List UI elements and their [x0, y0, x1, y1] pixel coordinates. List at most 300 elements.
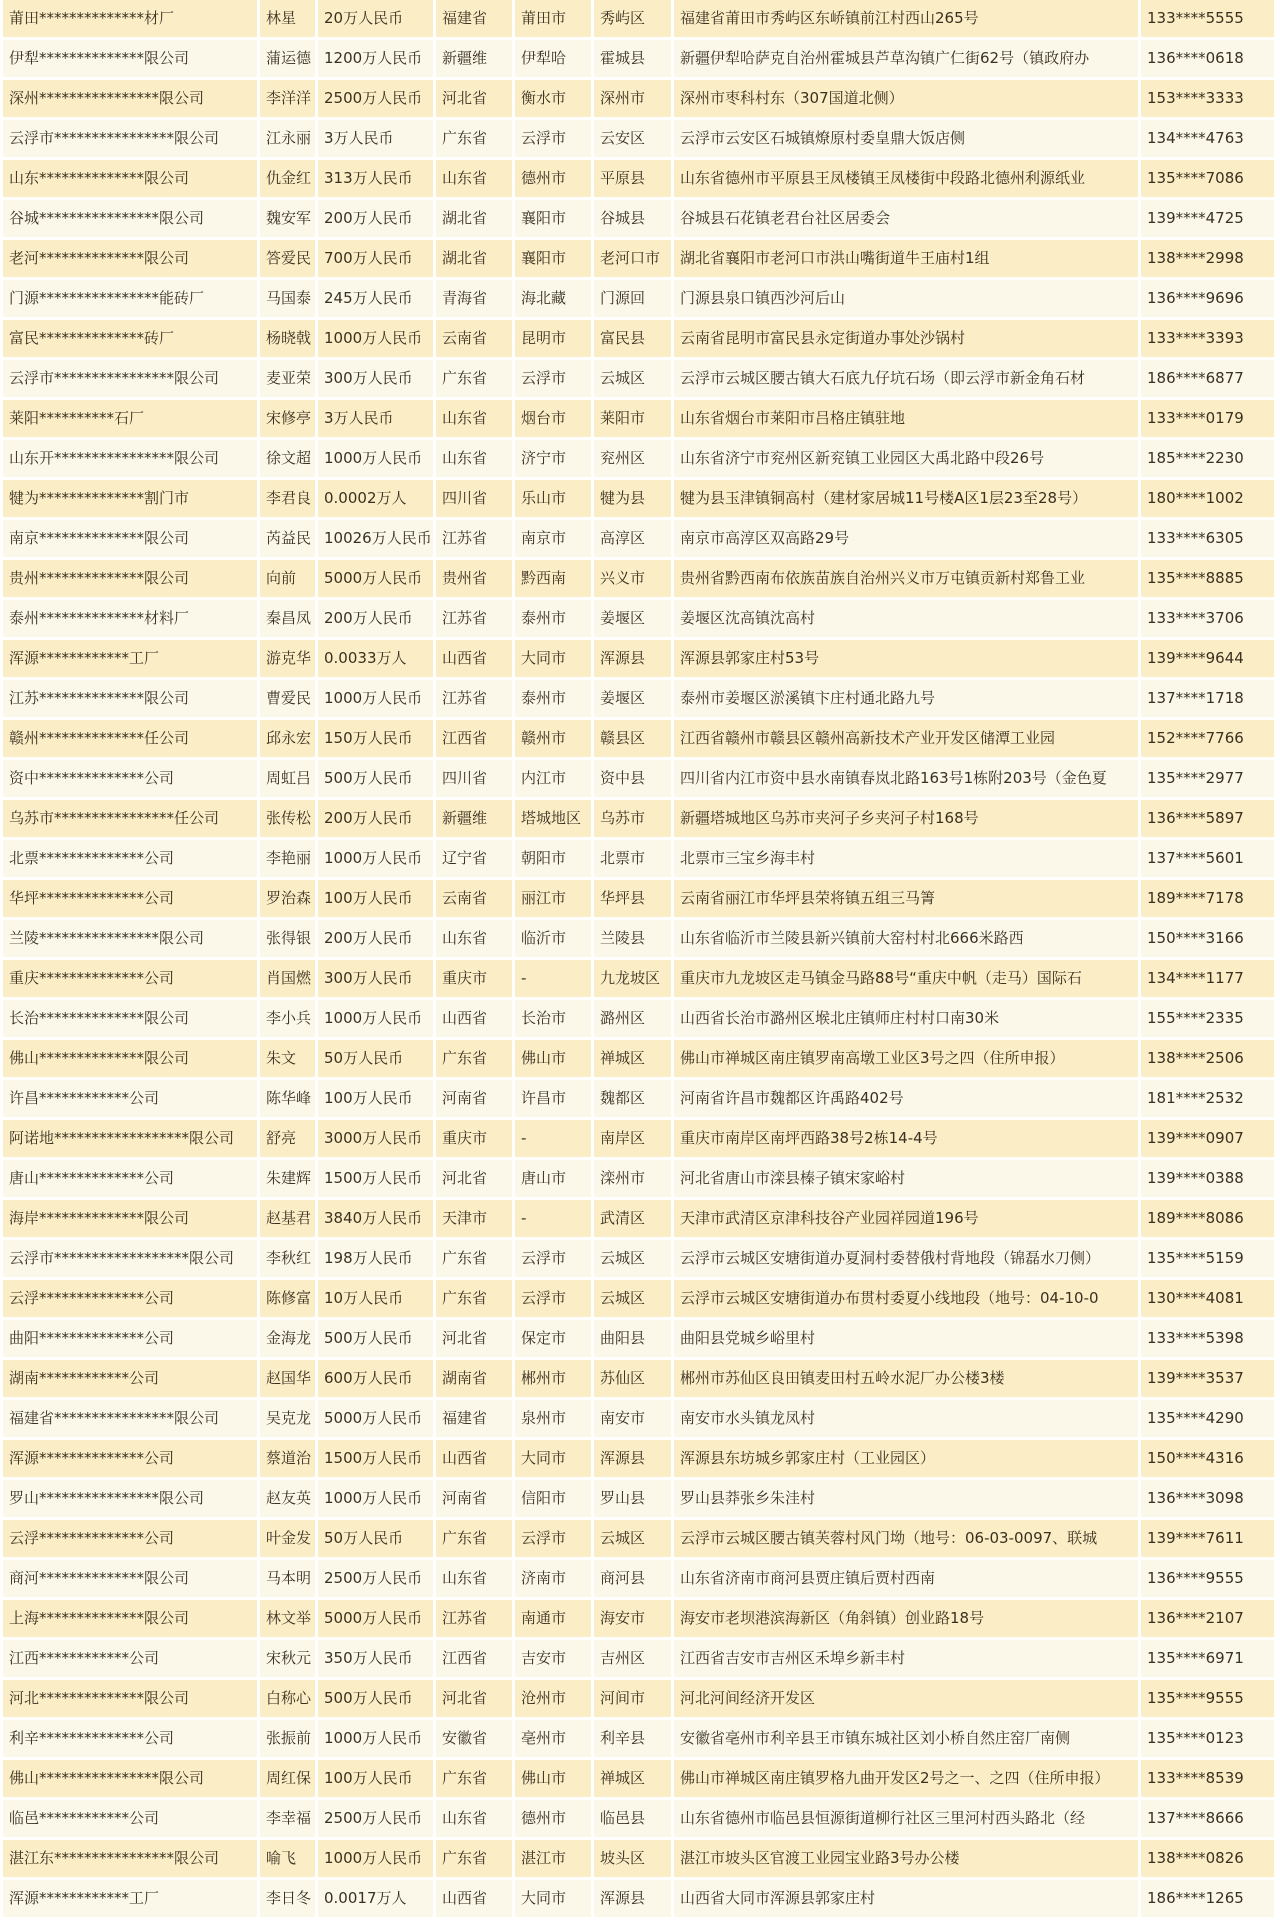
table-row: [3, 320, 1277, 360]
city-cell: 湛江市: [515, 1840, 594, 1880]
province-cell: 山西省: [436, 640, 515, 680]
city-cell: 亳州市: [515, 1720, 594, 1760]
phone-cell: 139****0907: [1141, 1120, 1277, 1160]
company-name-cell: 云浮市****************限公司: [3, 120, 260, 160]
address-cell: 贵州省黔西南布依族苗族自治州兴义市万屯镇贡新村郑鲁工业: [674, 560, 1141, 600]
legal-person-cell: 李日冬: [260, 1880, 318, 1920]
province-cell: 湖北省: [436, 200, 515, 240]
district-cell: 云安区: [594, 120, 674, 160]
table-row: [3, 1480, 1277, 1520]
table-row: [3, 1240, 1277, 1280]
registered-capital-cell: 5000万人民币: [318, 560, 436, 600]
registered-capital-cell: 200万人民币: [318, 800, 436, 840]
legal-person-cell: 宋修亭: [260, 400, 318, 440]
legal-person-cell: 蔡道治: [260, 1440, 318, 1480]
province-cell: 广东省: [436, 1760, 515, 1800]
legal-person-cell: 魏安军: [260, 200, 318, 240]
company-name-cell: 湛江东****************限公司: [3, 1840, 260, 1880]
city-cell: 海北藏: [515, 280, 594, 320]
address-cell: 佛山市禅城区南庄镇罗南高墩工业区3号之四（住所申报）: [674, 1040, 1141, 1080]
address-cell: 重庆市南岸区南坪西路38号2栋14-4号: [674, 1120, 1141, 1160]
phone-cell: 155****2335: [1141, 1000, 1277, 1040]
company-name-cell: 云浮市******************限公司: [3, 1240, 260, 1280]
table-row: [3, 840, 1277, 880]
city-cell: 云浮市: [515, 1240, 594, 1280]
district-cell: 莱阳市: [594, 400, 674, 440]
address-cell: 泰州市姜堰区淤溪镇卞庄村通北路九号: [674, 680, 1141, 720]
company-name-cell: 伊犁**************限公司: [3, 40, 260, 80]
province-cell: 福建省: [436, 0, 515, 40]
phone-cell: 150****4316: [1141, 1440, 1277, 1480]
registered-capital-cell: 0.0033万人: [318, 640, 436, 680]
district-cell: 九龙坡区: [594, 960, 674, 1000]
city-cell: 许昌市: [515, 1080, 594, 1120]
district-cell: 云城区: [594, 1280, 674, 1320]
company-name-cell: 上海**************限公司: [3, 1600, 260, 1640]
phone-cell: 138****0826: [1141, 1840, 1277, 1880]
company-name-cell: 重庆**************公司: [3, 960, 260, 1000]
province-cell: 山西省: [436, 1000, 515, 1040]
address-cell: 湛江市坡头区官渡工业园宝业路3号办公楼: [674, 1840, 1141, 1880]
registered-capital-cell: 3840万人民币: [318, 1200, 436, 1240]
address-cell: 山西省长治市潞州区堠北庄镇师庄村村口南30米: [674, 1000, 1141, 1040]
city-cell: 唐山市: [515, 1160, 594, 1200]
province-cell: 河北省: [436, 1160, 515, 1200]
table-row: [3, 600, 1277, 640]
table-row: [3, 1760, 1277, 1800]
table-row: [3, 1360, 1277, 1400]
phone-cell: 185****2230: [1141, 440, 1277, 480]
address-cell: 南京市高淳区双高路29号: [674, 520, 1141, 560]
company-name-cell: 门源****************能砖厂: [3, 280, 260, 320]
company-name-cell: 山东开****************限公司: [3, 440, 260, 480]
table-row: [3, 640, 1277, 680]
city-cell: 云浮市: [515, 360, 594, 400]
registered-capital-cell: 100万人民币: [318, 1760, 436, 1800]
table-row: [3, 560, 1277, 600]
company-name-cell: 唐山**************公司: [3, 1160, 260, 1200]
company-name-cell: 阿诺地******************限公司: [3, 1120, 260, 1160]
address-cell: 佛山市禅城区南庄镇罗格九曲开发区2号之一、之四（住所申报）: [674, 1760, 1141, 1800]
address-cell: 罗山县莽张乡朱洼村: [674, 1480, 1141, 1520]
legal-person-cell: 赵国华: [260, 1360, 318, 1400]
phone-cell: 189****7178: [1141, 880, 1277, 920]
table-row: [3, 1840, 1277, 1880]
province-cell: 河北省: [436, 1680, 515, 1720]
legal-person-cell: 张得银: [260, 920, 318, 960]
province-cell: 江苏省: [436, 600, 515, 640]
legal-person-cell: 答爱民: [260, 240, 318, 280]
legal-person-cell: 李君良: [260, 480, 318, 520]
address-cell: 浑源县东坊城乡郭家庄村（工业园区）: [674, 1440, 1141, 1480]
phone-cell: 152****7766: [1141, 720, 1277, 760]
phone-cell: 186****6877: [1141, 360, 1277, 400]
registered-capital-cell: 2500万人民币: [318, 1800, 436, 1840]
company-name-cell: 深州****************限公司: [3, 80, 260, 120]
phone-cell: 134****4763: [1141, 120, 1277, 160]
phone-cell: 150****3166: [1141, 920, 1277, 960]
city-cell: 泰州市: [515, 600, 594, 640]
city-cell: 大同市: [515, 1880, 594, 1920]
province-cell: 广东省: [436, 1520, 515, 1560]
district-cell: 姜堰区: [594, 600, 674, 640]
province-cell: 天津市: [436, 1200, 515, 1240]
district-cell: 吉州区: [594, 1640, 674, 1680]
province-cell: 河南省: [436, 1080, 515, 1120]
province-cell: 湖北省: [436, 240, 515, 280]
registered-capital-cell: 1000万人民币: [318, 320, 436, 360]
table-row: [3, 1160, 1277, 1200]
table-row: [3, 240, 1277, 280]
legal-person-cell: 叶金发: [260, 1520, 318, 1560]
registered-capital-cell: 1000万人民币: [318, 1720, 436, 1760]
phone-cell: 133****3706: [1141, 600, 1277, 640]
table-row: [3, 720, 1277, 760]
company-name-cell: 云浮**************公司: [3, 1280, 260, 1320]
company-name-cell: 湖南************公司: [3, 1360, 260, 1400]
legal-person-cell: 肖国燃: [260, 960, 318, 1000]
registered-capital-cell: 313万人民币: [318, 160, 436, 200]
phone-cell: 135****5159: [1141, 1240, 1277, 1280]
district-cell: 老河口市: [594, 240, 674, 280]
company-name-cell: 河北**************限公司: [3, 1680, 260, 1720]
company-name-cell: 云浮市****************限公司: [3, 360, 260, 400]
company-name-cell: 长治**************限公司: [3, 1000, 260, 1040]
legal-person-cell: 金海龙: [260, 1320, 318, 1360]
city-cell: 吉安市: [515, 1640, 594, 1680]
company-name-cell: 浑源************工厂: [3, 640, 260, 680]
city-cell: 云浮市: [515, 1520, 594, 1560]
company-name-cell: 佛山**************限公司: [3, 1040, 260, 1080]
registered-capital-cell: 600万人民币: [318, 1360, 436, 1400]
district-cell: 兰陵县: [594, 920, 674, 960]
registered-capital-cell: 200万人民币: [318, 600, 436, 640]
district-cell: 曲阳县: [594, 1320, 674, 1360]
table-row: [3, 1400, 1277, 1440]
city-cell: 云浮市: [515, 120, 594, 160]
province-cell: 贵州省: [436, 560, 515, 600]
address-cell: 安徽省亳州市利辛县王市镇东城社区刘小桥自然庄窑厂南侧: [674, 1720, 1141, 1760]
province-cell: 江西省: [436, 1640, 515, 1680]
province-cell: 广东省: [436, 1840, 515, 1880]
phone-cell: 139****3537: [1141, 1360, 1277, 1400]
district-cell: 武清区: [594, 1200, 674, 1240]
city-cell: 济宁市: [515, 440, 594, 480]
address-cell: 犍为县玉津镇铜高村（建材家居城11号楼A区1层23至28号）: [674, 480, 1141, 520]
province-cell: 福建省: [436, 1400, 515, 1440]
table-row: [3, 40, 1277, 80]
table-row: [3, 1560, 1277, 1600]
phone-cell: 138****2998: [1141, 240, 1277, 280]
address-cell: 福建省莆田市秀屿区东峤镇前江村西山265号: [674, 0, 1141, 40]
table-row: [3, 1880, 1277, 1920]
province-cell: 河北省: [436, 1320, 515, 1360]
district-cell: 霍城县: [594, 40, 674, 80]
address-cell: 山东省德州市平原县王凤楼镇王凤楼街中段路北德州利源纸业: [674, 160, 1141, 200]
table-row: [3, 1800, 1277, 1840]
district-cell: 乌苏市: [594, 800, 674, 840]
phone-cell: 186****1265: [1141, 1880, 1277, 1920]
registered-capital-cell: 500万人民币: [318, 760, 436, 800]
company-name-cell: 兰陵****************限公司: [3, 920, 260, 960]
legal-person-cell: 江永丽: [260, 120, 318, 160]
legal-person-cell: 张振前: [260, 1720, 318, 1760]
district-cell: 富民县: [594, 320, 674, 360]
legal-person-cell: 李秋红: [260, 1240, 318, 1280]
address-cell: 新疆塔城地区乌苏市夹河子乡夹河子村168号: [674, 800, 1141, 840]
company-name-cell: 曲阳**************公司: [3, 1320, 260, 1360]
phone-cell: 133****8539: [1141, 1760, 1277, 1800]
district-cell: 兴义市: [594, 560, 674, 600]
legal-person-cell: 周虹吕: [260, 760, 318, 800]
phone-cell: 135****7086: [1141, 160, 1277, 200]
phone-cell: 136****9555: [1141, 1560, 1277, 1600]
registered-capital-cell: 200万人民币: [318, 200, 436, 240]
district-cell: 浑源县: [594, 640, 674, 680]
company-name-cell: 乌苏市****************任公司: [3, 800, 260, 840]
company-name-cell: 北票**************公司: [3, 840, 260, 880]
company-name-cell: 莱阳**********石厂: [3, 400, 260, 440]
legal-person-cell: 喻飞: [260, 1840, 318, 1880]
legal-person-cell: 麦亚荣: [260, 360, 318, 400]
phone-cell: 137****8666: [1141, 1800, 1277, 1840]
legal-person-cell: 陈华峰: [260, 1080, 318, 1120]
province-cell: 湖南省: [436, 1360, 515, 1400]
province-cell: 辽宁省: [436, 840, 515, 880]
registered-capital-cell: 10026万人民币: [318, 520, 436, 560]
legal-person-cell: 舒亮: [260, 1120, 318, 1160]
province-cell: 云南省: [436, 880, 515, 920]
company-name-cell: 赣州**************任公司: [3, 720, 260, 760]
registered-capital-cell: 300万人民币: [318, 960, 436, 1000]
registered-capital-cell: 1000万人民币: [318, 1480, 436, 1520]
address-cell: 新疆伊犁哈萨克自治州霍城县芦草沟镇广仁街62号（镇政府办: [674, 40, 1141, 80]
district-cell: 华坪县: [594, 880, 674, 920]
district-cell: 云城区: [594, 1520, 674, 1560]
table-row: [3, 1280, 1277, 1320]
city-cell: 昆明市: [515, 320, 594, 360]
city-cell: 烟台市: [515, 400, 594, 440]
district-cell: 谷城县: [594, 200, 674, 240]
phone-cell: 133****5555: [1141, 0, 1277, 40]
province-cell: 重庆市: [436, 960, 515, 1000]
registered-capital-cell: 1000万人民币: [318, 680, 436, 720]
phone-cell: 153****3333: [1141, 80, 1277, 120]
legal-person-cell: 向前: [260, 560, 318, 600]
table-row: [3, 680, 1277, 720]
registered-capital-cell: 100万人民币: [318, 1080, 436, 1120]
address-cell: 江西省赣州市赣县区赣州高新技术产业开发区储潭工业园: [674, 720, 1141, 760]
company-name-cell: 莆田**************材厂: [3, 0, 260, 40]
registered-capital-cell: 3000万人民币: [318, 1120, 436, 1160]
legal-person-cell: 林文举: [260, 1600, 318, 1640]
company-name-cell: 南京**************限公司: [3, 520, 260, 560]
phone-cell: 189****8086: [1141, 1200, 1277, 1240]
phone-cell: 135****8885: [1141, 560, 1277, 600]
province-cell: 四川省: [436, 760, 515, 800]
table-row: [3, 120, 1277, 160]
table-row: [3, 1000, 1277, 1040]
province-cell: 云南省: [436, 320, 515, 360]
registered-capital-cell: 1000万人民币: [318, 440, 436, 480]
province-cell: 广东省: [436, 360, 515, 400]
company-name-cell: 资中**************公司: [3, 760, 260, 800]
table-row: [3, 0, 1277, 40]
address-cell: 云南省丽江市华坪县荣将镇五组三马箐: [674, 880, 1141, 920]
legal-person-cell: 蒲运德: [260, 40, 318, 80]
city-cell: -: [515, 1120, 594, 1160]
district-cell: 赣县区: [594, 720, 674, 760]
registered-capital-cell: 2500万人民币: [318, 80, 436, 120]
table-row: [3, 1640, 1277, 1680]
company-name-cell: 山东**************限公司: [3, 160, 260, 200]
address-cell: 海安市老坝港滨海新区（角斜镇）创业路18号: [674, 1600, 1141, 1640]
district-cell: 云城区: [594, 360, 674, 400]
district-cell: 商河县: [594, 1560, 674, 1600]
address-cell: 山东省德州市临邑县恒源街道柳行社区三里河村西头路北（经: [674, 1800, 1141, 1840]
phone-cell: 139****4725: [1141, 200, 1277, 240]
address-cell: 北票市三宝乡海丰村: [674, 840, 1141, 880]
company-name-cell: 犍为**************割门市: [3, 480, 260, 520]
phone-cell: 139****0388: [1141, 1160, 1277, 1200]
company-name-cell: 海岸**************限公司: [3, 1200, 260, 1240]
legal-person-cell: 马国泰: [260, 280, 318, 320]
legal-person-cell: 游克华: [260, 640, 318, 680]
city-cell: 郴州市: [515, 1360, 594, 1400]
registered-capital-cell: 500万人民币: [318, 1320, 436, 1360]
district-cell: 深州市: [594, 80, 674, 120]
city-cell: 泉州市: [515, 1400, 594, 1440]
registered-capital-cell: 5000万人民币: [318, 1600, 436, 1640]
province-cell: 广东省: [436, 1040, 515, 1080]
company-name-cell: 佛山****************限公司: [3, 1760, 260, 1800]
city-cell: 德州市: [515, 160, 594, 200]
district-cell: 禅城区: [594, 1760, 674, 1800]
city-cell: 临沂市: [515, 920, 594, 960]
address-cell: 山西省大同市浑源县郭家庄村: [674, 1880, 1141, 1920]
address-cell: 浑源县郭家庄村53号: [674, 640, 1141, 680]
phone-cell: 133****0179: [1141, 400, 1277, 440]
province-cell: 四川省: [436, 480, 515, 520]
company-table: [3, 0, 1277, 1920]
address-cell: 江西省吉安市吉州区禾埠乡新丰村: [674, 1640, 1141, 1680]
district-cell: 平原县: [594, 160, 674, 200]
registered-capital-cell: 2500万人民币: [318, 1560, 436, 1600]
address-cell: 四川省内江市资中县水南镇春岚北路163号1栋附203号（金色夏: [674, 760, 1141, 800]
city-cell: 黔西南: [515, 560, 594, 600]
registered-capital-cell: 300万人民币: [318, 360, 436, 400]
city-cell: 佛山市: [515, 1760, 594, 1800]
phone-cell: 137****1718: [1141, 680, 1277, 720]
company-name-cell: 临邑************公司: [3, 1800, 260, 1840]
province-cell: 青海省: [436, 280, 515, 320]
city-cell: 德州市: [515, 1800, 594, 1840]
phone-cell: 136****0618: [1141, 40, 1277, 80]
province-cell: 重庆市: [436, 1120, 515, 1160]
phone-cell: 133****6305: [1141, 520, 1277, 560]
phone-cell: 135****0123: [1141, 1720, 1277, 1760]
phone-cell: 135****6971: [1141, 1640, 1277, 1680]
province-cell: 山东省: [436, 1800, 515, 1840]
phone-cell: 136****5897: [1141, 800, 1277, 840]
city-cell: 大同市: [515, 640, 594, 680]
city-cell: 襄阳市: [515, 200, 594, 240]
district-cell: 滦州市: [594, 1160, 674, 1200]
company-name-cell: 泰州**************材料厂: [3, 600, 260, 640]
registered-capital-cell: 3万人民币: [318, 120, 436, 160]
registered-capital-cell: 700万人民币: [318, 240, 436, 280]
legal-person-cell: 李艳丽: [260, 840, 318, 880]
company-name-cell: 浑源**************公司: [3, 1440, 260, 1480]
legal-person-cell: 曹爱民: [260, 680, 318, 720]
legal-person-cell: 马本明: [260, 1560, 318, 1600]
address-cell: 河北省唐山市滦县榛子镇宋家峪村: [674, 1160, 1141, 1200]
address-cell: 南安市水头镇龙凤村: [674, 1400, 1141, 1440]
phone-cell: 180****1002: [1141, 480, 1277, 520]
phone-cell: 138****2506: [1141, 1040, 1277, 1080]
district-cell: 临邑县: [594, 1800, 674, 1840]
legal-person-cell: 赵基君: [260, 1200, 318, 1240]
company-name-cell: 福建省****************限公司: [3, 1400, 260, 1440]
address-cell: 河南省许昌市魏都区许禹路402号: [674, 1080, 1141, 1120]
city-cell: 伊犁哈: [515, 40, 594, 80]
address-cell: 云南省昆明市富民县永定街道办事处沙锅村: [674, 320, 1141, 360]
table-row: [3, 1080, 1277, 1120]
city-cell: 南通市: [515, 1600, 594, 1640]
district-cell: 罗山县: [594, 1480, 674, 1520]
table-row: [3, 760, 1277, 800]
address-cell: 重庆市九龙坡区走马镇金马路88号“重庆中帆（走马）国际石: [674, 960, 1141, 1000]
city-cell: 佛山市: [515, 1040, 594, 1080]
province-cell: 广东省: [436, 120, 515, 160]
district-cell: 高淳区: [594, 520, 674, 560]
city-cell: -: [515, 960, 594, 1000]
registered-capital-cell: 350万人民币: [318, 1640, 436, 1680]
phone-cell: 181****2532: [1141, 1080, 1277, 1120]
province-cell: 安徽省: [436, 1720, 515, 1760]
legal-person-cell: 仇金红: [260, 160, 318, 200]
province-cell: 山东省: [436, 920, 515, 960]
company-name-cell: 江苏**************限公司: [3, 680, 260, 720]
address-cell: 湖北省襄阳市老河口市洪山嘴街道牛王庙村1组: [674, 240, 1141, 280]
table-row: [3, 1320, 1277, 1360]
district-cell: 坡头区: [594, 1840, 674, 1880]
phone-cell: 135****4290: [1141, 1400, 1277, 1440]
registered-capital-cell: 0.0017万人: [318, 1880, 436, 1920]
table-row: [3, 200, 1277, 240]
registered-capital-cell: 500万人民币: [318, 1680, 436, 1720]
legal-person-cell: 张传松: [260, 800, 318, 840]
province-cell: 新疆维: [436, 800, 515, 840]
address-cell: 姜堰区沈高镇沈高村: [674, 600, 1141, 640]
legal-person-cell: 李小兵: [260, 1000, 318, 1040]
province-cell: 江苏省: [436, 680, 515, 720]
phone-cell: 136****2107: [1141, 1600, 1277, 1640]
district-cell: 南安市: [594, 1400, 674, 1440]
table-row: [3, 1120, 1277, 1160]
city-cell: 济南市: [515, 1560, 594, 1600]
district-cell: 禅城区: [594, 1040, 674, 1080]
registered-capital-cell: 3万人民币: [318, 400, 436, 440]
province-cell: 山西省: [436, 1440, 515, 1480]
district-cell: 资中县: [594, 760, 674, 800]
district-cell: 河间市: [594, 1680, 674, 1720]
address-cell: 郴州市苏仙区良田镇麦田村五岭水泥厂办公楼3楼: [674, 1360, 1141, 1400]
district-cell: 秀屿区: [594, 0, 674, 40]
legal-person-cell: 李幸福: [260, 1800, 318, 1840]
legal-person-cell: 杨晓戟: [260, 320, 318, 360]
district-cell: 利辛县: [594, 1720, 674, 1760]
